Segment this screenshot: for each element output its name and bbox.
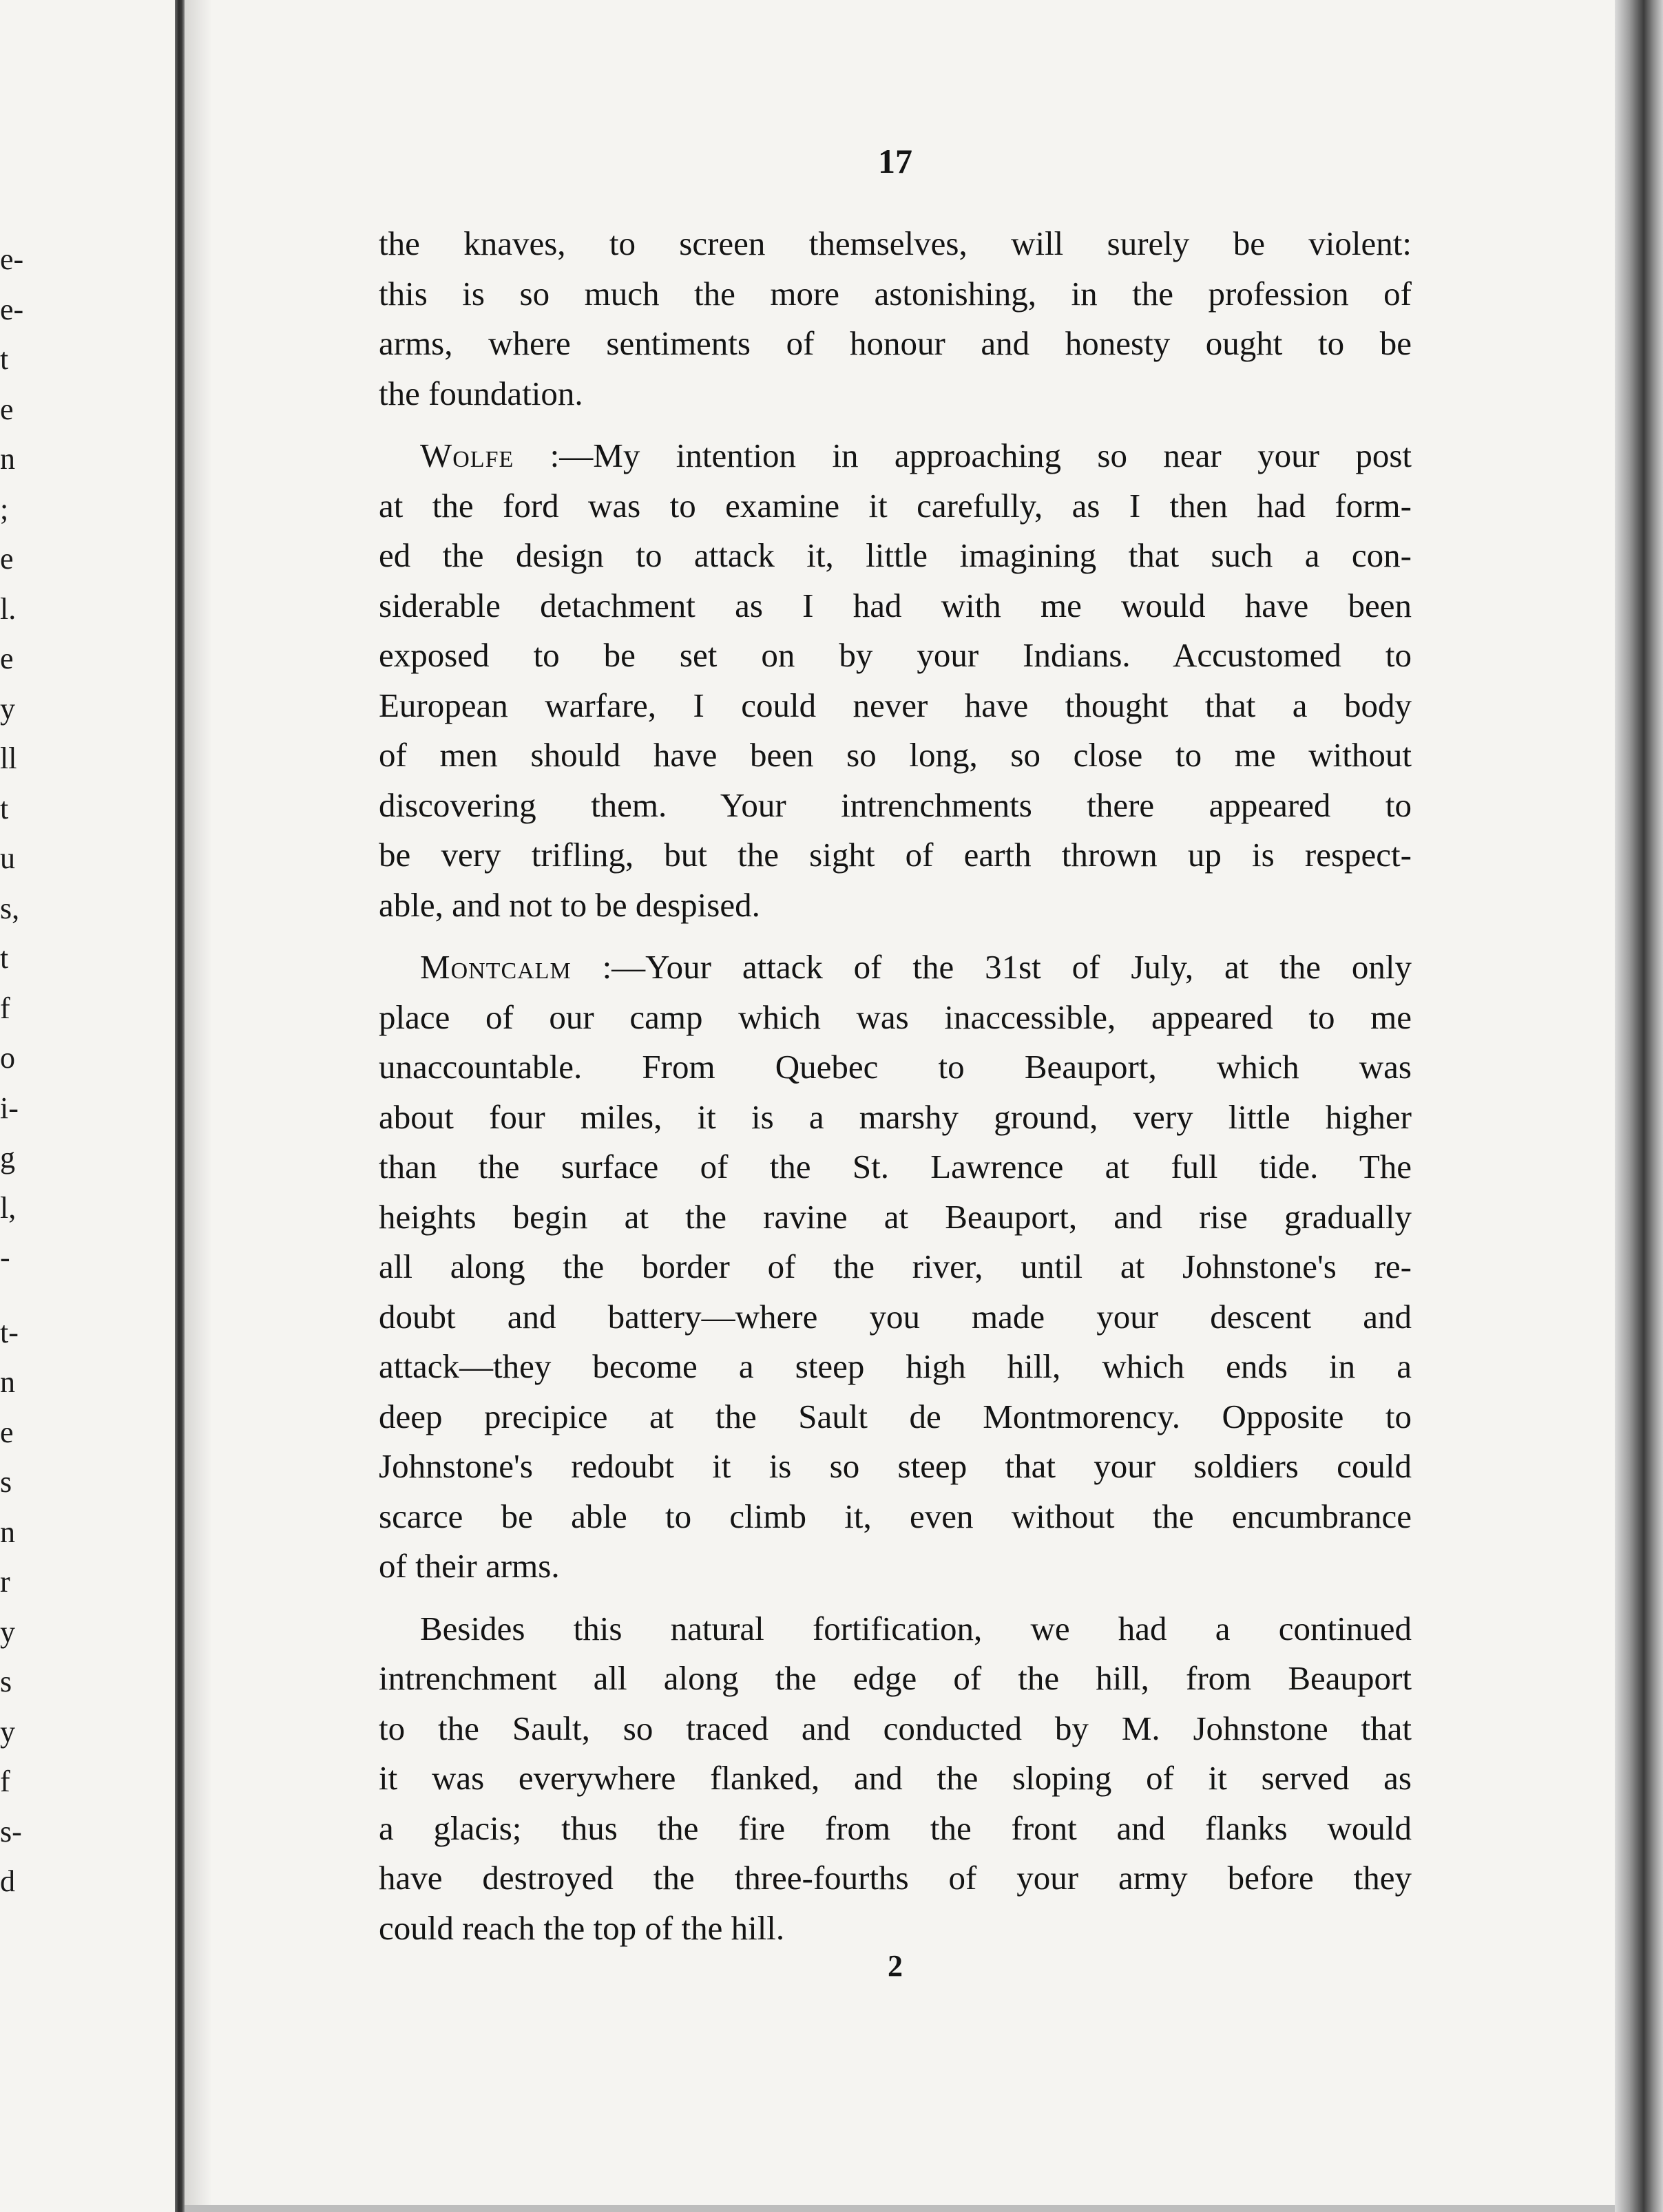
adjacent-page-fragment: g: [0, 1141, 15, 1175]
text-line: at the ford was to examine it carefully, as I then had form-: [379, 486, 1412, 525]
speaker-name: Montcalm: [420, 948, 572, 986]
adjacent-page-fragment: n: [0, 1515, 15, 1549]
speech-text: :—My intention in approaching so near your post: [550, 436, 1412, 474]
adjacent-page-fragment: l.: [0, 591, 17, 626]
text-line: place of our camp which was inaccessible, appeared to me: [379, 998, 1412, 1036]
text-line: discovering them. Your intrenchments there appeared to: [379, 786, 1412, 824]
text-line: of their arms.: [379, 1547, 560, 1585]
text-line: attack—they become a steep high hill, which ends in a: [379, 1347, 1412, 1385]
adjacent-page-fragment: ll: [0, 741, 17, 775]
adjacent-page-fragment: f: [0, 1765, 10, 1798]
adjacent-page-fragment: ;: [0, 492, 9, 526]
page-body: [379, 219, 1412, 1966]
text-line: deep precipice at the Sault de Montmorency. Opposite to: [379, 1397, 1412, 1435]
text-line: this is so much the more astonishing, in the profession of: [379, 274, 1412, 313]
adjacent-page-fragment: s: [0, 1665, 12, 1698]
adjacent-page-fragment: y: [0, 691, 15, 726]
signature-mark: 2: [888, 1949, 903, 1983]
book-gutter: [175, 0, 185, 2212]
adjacent-page-fragment: y: [0, 1714, 15, 1749]
text-line: all along the border of the river, until at Johnstone's re-: [379, 1247, 1412, 1285]
gutter-shadow: [185, 0, 212, 2212]
text-line: scarce be able to climb it, even without the encumbrance: [379, 1497, 1412, 1535]
text-line: unaccountable. From Quebec to Beauport, which was: [379, 1048, 1412, 1086]
adjacent-page-fragment: s,: [0, 891, 20, 925]
adjacent-page-fragment: u: [0, 841, 15, 875]
adjacent-page-fragment: e: [0, 542, 14, 576]
adjacent-page-fragment: f: [0, 991, 10, 1025]
text-line: arms, where sentiments of honour and honesty ought to be: [379, 324, 1412, 362]
paragraph-montcalm: [379, 942, 1412, 1592]
adjacent-page-fragment: e-: [0, 292, 24, 326]
adjacent-page-fragment: e: [0, 392, 14, 426]
text-line: able, and not to be despised.: [379, 885, 760, 924]
adjacent-page-fragment: e: [0, 1415, 14, 1449]
text-line: the knaves, to screen themselves, will surely be violent:: [379, 224, 1412, 262]
adjacent-page-fragment: d: [0, 1864, 15, 1898]
text-line: European warfare, I could never have thought that a body: [379, 686, 1412, 724]
text-line: heights begin at the ravine at Beauport, and rise gradually: [379, 1197, 1412, 1236]
adjacent-page-fragment: y: [0, 1614, 15, 1649]
text-line: [379, 431, 1412, 481]
text-line: than the surface of the St. Lawrence at full tide. The: [379, 1148, 1412, 1186]
text-line: about four miles, it is a marshy ground, very little higher: [379, 1097, 1412, 1136]
speech-text: :—Your attack of the 31st of July, at the only: [602, 948, 1412, 986]
book-right-edge: [1615, 0, 1663, 2212]
text-line: could reach the top of the hill.: [379, 1908, 785, 1947]
text-line: Johnstone's redoubt it is so steep that your soldiers could: [379, 1447, 1412, 1485]
adjacent-page-fragment: t: [0, 941, 9, 975]
adjacent-page-fragment: i-: [0, 1091, 19, 1125]
adjacent-page-fragment: s-: [0, 1814, 22, 1848]
adjacent-page-fragment: n: [0, 442, 15, 476]
page-bottom-edge: [185, 2205, 1615, 2212]
text-line: a glacis; thus the fire from the front and flanks would: [379, 1809, 1412, 1847]
text-line: ed the design to attack it, little imagining that such a con-: [379, 536, 1412, 574]
paragraph-besides: [379, 1604, 1412, 1954]
text-line: to the Sault, so traced and conducted by M. Johnstone that: [379, 1709, 1412, 1747]
text-line: Besides this natural fortification, we had a continued: [420, 1609, 1412, 1647]
text-line: exposed to be set on by your Indians. Accustomed to: [379, 636, 1412, 674]
text-line: have destroyed the three-fourths of your army before they: [379, 1859, 1412, 1897]
adjacent-page-fragment: n: [0, 1365, 15, 1399]
paragraph-wolfe: [379, 431, 1412, 930]
text-line: of men should have been so long, so close to me without: [379, 736, 1412, 774]
adjacent-page-fragment: s: [0, 1465, 12, 1499]
adjacent-page-fragment: e: [0, 642, 14, 675]
adjacent-page-fragment: t: [0, 791, 9, 825]
adjacent-page-edge: [0, 0, 48, 2212]
page-number: 17: [878, 142, 912, 180]
text-line: it was everywhere flanked, and the sloping of it served as: [379, 1759, 1412, 1797]
text-line: [379, 942, 1412, 993]
adjacent-page-fragment: e-: [0, 242, 24, 276]
adjacent-page-fragment: o: [0, 1041, 15, 1075]
speaker-name: Wolfe: [420, 436, 514, 474]
adjacent-page-fragment: t-: [0, 1315, 19, 1349]
text-line: doubt and battery—where you made your descent and: [379, 1297, 1412, 1336]
text-line: siderable detachment as I had with me would have been: [379, 586, 1412, 624]
adjacent-page-fragment: r: [0, 1565, 10, 1599]
paragraph-continuation: [379, 219, 1412, 419]
adjacent-page-fragment: -: [0, 1241, 10, 1274]
adjacent-page-fragment: t: [0, 342, 9, 376]
text-line: intrenchment all along the edge of the hill, from Beauport: [379, 1659, 1412, 1697]
adjacent-page-fragment: l,: [0, 1190, 17, 1225]
text-line: be very trifling, but the sight of earth thrown up is respect-: [379, 836, 1412, 874]
text-line: the foundation.: [379, 374, 583, 412]
